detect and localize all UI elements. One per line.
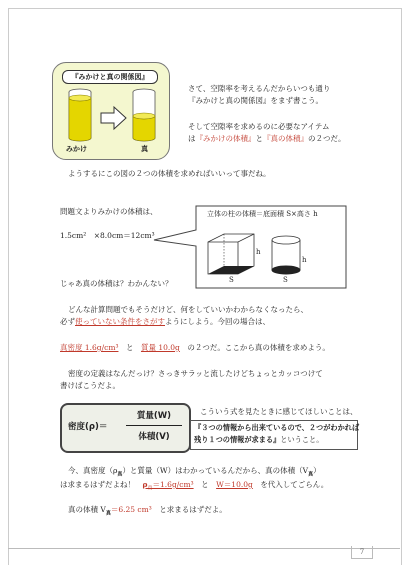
page-number: 7 (351, 546, 373, 559)
hint-line-1: どんな計算問題でもそうだけど、何をしていいかわからなくなったら、 (68, 305, 308, 314)
mass-condition: 質量 10.0g (140, 343, 180, 352)
summary-text: ようするにこの図の２つの体積を求めればいいって事だね。 (68, 169, 271, 178)
cylinder-base-label: S (283, 276, 288, 284)
diagram-title: 『みかけと真の関係図』 (62, 70, 158, 84)
formula-lhs: 密度(ρ)＝ (68, 422, 108, 432)
result-line: 真の体積 $V_真=6.25$ cm³ と求まるはずだよ。 (68, 505, 227, 517)
formula-numerator: 質量(W) (136, 411, 172, 421)
footer-rule (8, 548, 400, 549)
callout-formula: 立体の柱の体積＝底面積 S×高さ h (207, 210, 318, 218)
feel-line: こういう式を見たときに感じてほしいことは、 (200, 407, 358, 416)
conditions-line: 真密度 1.6g/cm³ と 質量 10.0g の２つだ。ここから真の体積を求めよう。 (60, 343, 330, 352)
true-volume-question: じゃあ真の体積は？わかんない？ (60, 279, 173, 288)
true-density-condition: 真密度 1.6g/cm³ (60, 343, 119, 352)
now-line-1: 今、真密度$(\rho_真)$と質量（W）はわかっているんだから、真の体積$(V_真)$ (68, 466, 321, 478)
apparent-volume-calc: 1.5cm² ×8.0cm＝12cm³ (60, 231, 155, 240)
cylinder-height-label: h (302, 256, 307, 264)
intro-line-3: そして空隙率を求めるのに必要なアイテム (188, 122, 330, 131)
hint-line-2: 必ず使っていない条件をさがすようにしよう。今回の場合は、 (60, 317, 270, 326)
apparent-volume-intro: 問題文よりみかけの体積は、 (60, 207, 158, 216)
cube-height-label: h (256, 248, 261, 256)
key-idea-box: 『３つの情報から出来ているので、２つがわかれば 残り１つの情報が求まる』ということ。 (190, 420, 358, 450)
intro-line-2: 『みかけと真の関係図』をまず書こう。 (188, 96, 323, 105)
formula-denominator: 体積(V) (138, 432, 170, 442)
cube-base-label: S (229, 276, 234, 284)
intro-line-1: さて、空隙率を考えるんだからいつも通り (188, 84, 331, 93)
now-line-2: は求まるはずだよね！ $\rho_真=1.6g$/cm³ と W＝10.0g を代入してごらん。 (60, 480, 329, 492)
diagram-label-apparent: みかけ (66, 144, 87, 153)
density-formula-box (60, 403, 191, 453)
definition-line-2: 書けばこうだよ。 (60, 381, 120, 390)
definition-line-1: 密度の定義はなんだっけ？さっきサラッと流したけどちょっとカッコつけて (68, 369, 323, 378)
diagram-label-true: 真 (141, 144, 148, 153)
intro-line-4: は『みかけの体積』と『真の体積』の２つだ。 (188, 134, 346, 143)
